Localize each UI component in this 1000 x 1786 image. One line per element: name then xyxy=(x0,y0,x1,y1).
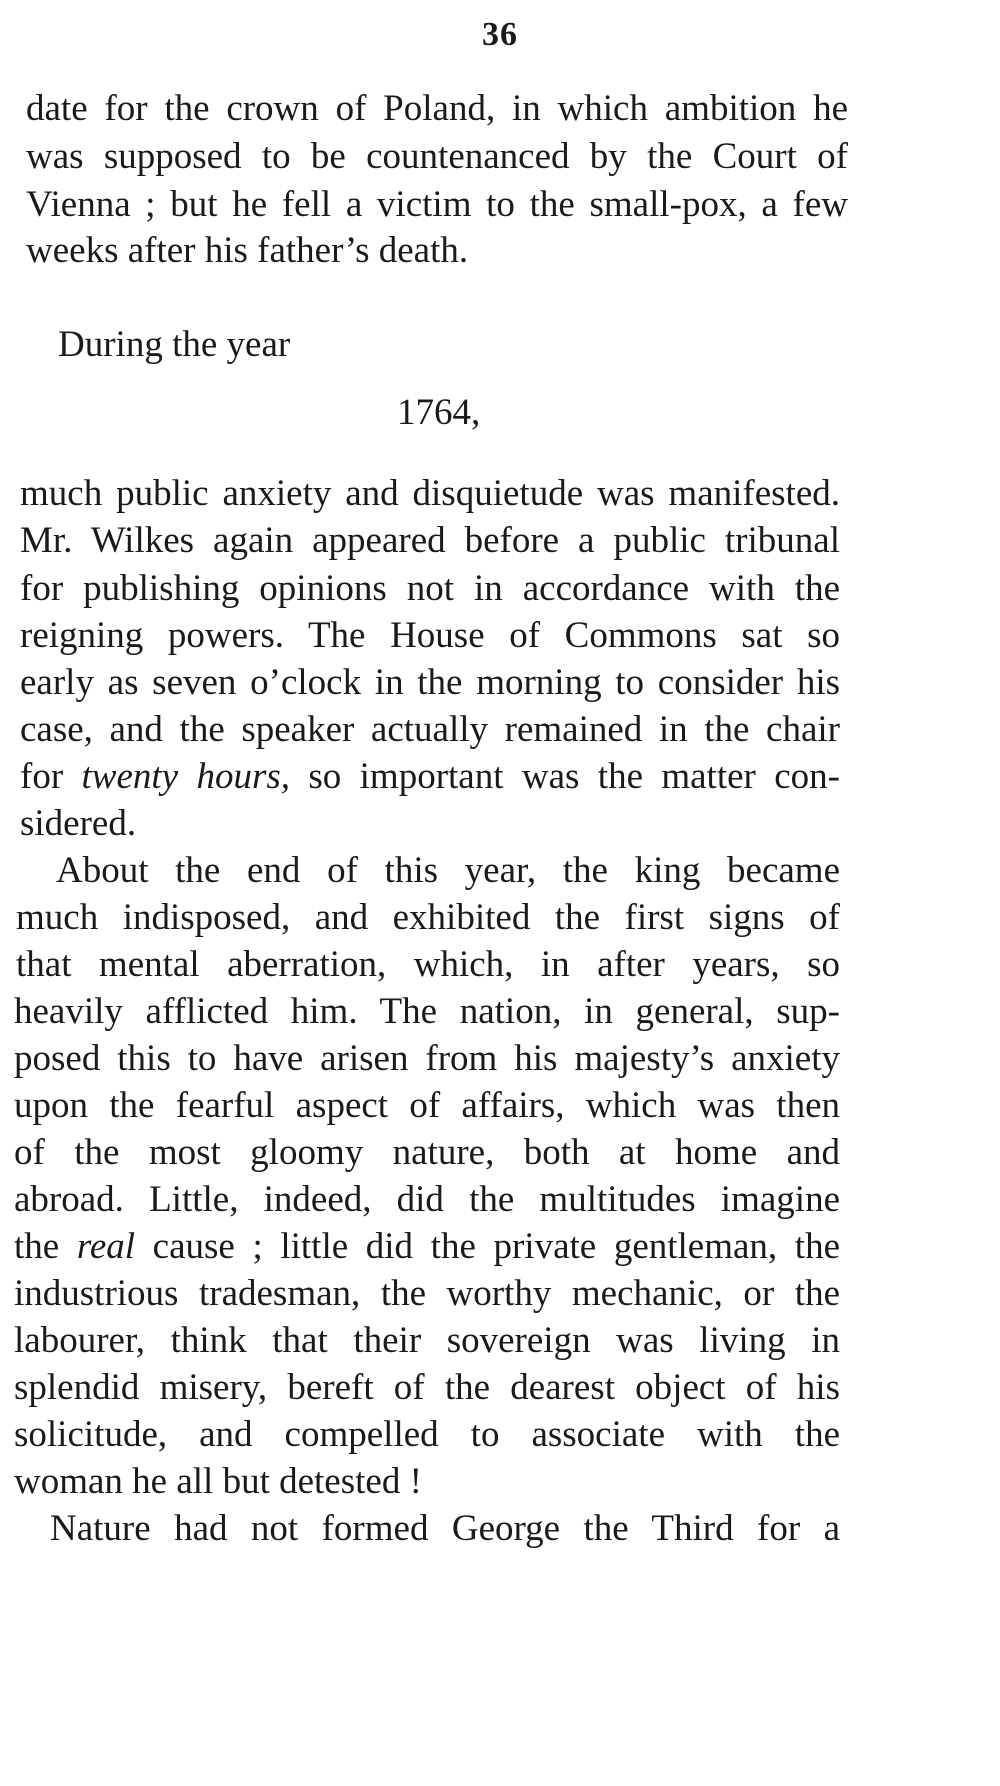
text-line: industrious tradesman, the worthy mechanic, or the xyxy=(14,1273,840,1314)
text-line: Nature had not formed George the Third for a xyxy=(50,1508,840,1549)
text-line: of the most gloomy nature, both at home and xyxy=(14,1132,840,1173)
page-number: 36 xyxy=(482,16,518,53)
text-line-with-italic xyxy=(14,1228,840,1265)
text-segment: cause ; little did the private gentleman, the xyxy=(135,1226,840,1267)
text-line: labourer, think that their sovereign was living in xyxy=(14,1320,840,1361)
text-line: that mental aberration, which, in after years, so xyxy=(16,944,840,985)
text-line: reigning powers. The House of Commons sat so xyxy=(20,615,840,656)
text-segment: so important was the matter con- xyxy=(290,756,840,797)
text-line: woman he all but detested ! xyxy=(14,1461,422,1502)
text-segment: the xyxy=(14,1226,77,1267)
text-line: for publishing opinions not in accordance with the xyxy=(20,568,840,609)
text-line: much public anxiety and disquietude was manifested. xyxy=(20,473,840,514)
text-line: case, and the speaker actually remained in the chair xyxy=(20,709,840,750)
text-line: sidered. xyxy=(20,803,137,844)
year-heading: 1764, xyxy=(397,392,481,433)
italic-word: real xyxy=(76,1226,136,1267)
text-line: Vienna ; but he fell a victim to the small-pox, a few xyxy=(26,184,848,225)
text-line: splendid misery, bereft of the dearest object of his xyxy=(14,1367,840,1408)
text-line: date for the crown of Poland, in which ambition he xyxy=(26,88,848,129)
text-segment: for xyxy=(20,756,82,797)
text-line: During the year xyxy=(58,324,291,365)
text-line: early as seven o’clock in the morning to consider his xyxy=(20,662,840,703)
text-line: abroad. Little, indeed, did the multitudes imagine xyxy=(14,1179,840,1220)
text-line: About the end of this year, the king became xyxy=(56,850,840,891)
text-line: heavily afflicted him. The nation, in general, sup- xyxy=(14,991,840,1032)
text-line-with-italic xyxy=(20,758,840,795)
text-line: upon the fearful aspect of affairs, which was then xyxy=(14,1085,840,1126)
text-line: much indisposed, and exhibited the first signs of xyxy=(16,897,840,938)
italic-phrase: twenty hours, xyxy=(81,756,291,797)
text-line: posed this to have arisen from his majesty’s anxiety xyxy=(14,1038,840,1079)
text-line: weeks after his father’s death. xyxy=(26,230,469,271)
text-line: Mr. Wilkes again appeared before a public tribunal xyxy=(20,520,840,561)
text-line: solicitude, and compelled to associate with the xyxy=(14,1414,840,1455)
text-line: was supposed to be countenanced by the Court of xyxy=(26,136,848,177)
